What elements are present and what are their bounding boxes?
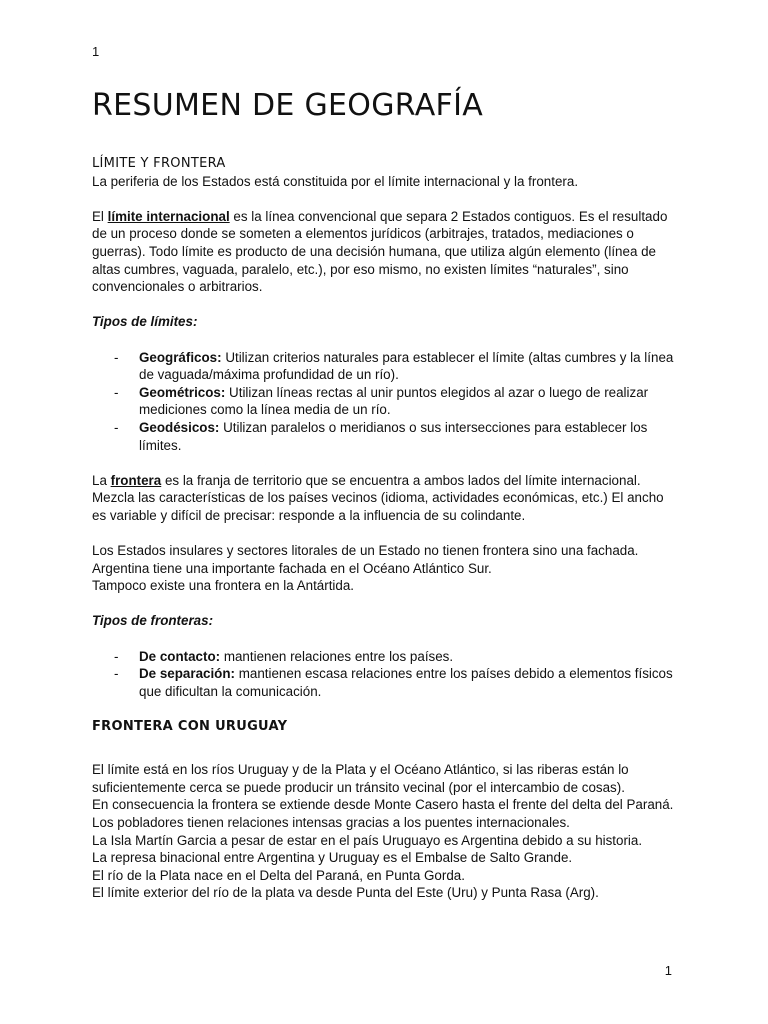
paragraph-martin-garcia: La Isla Martín Garcia a pesar de estar en el país Uruguayo es Argentina debido a su historia. <box>92 832 643 848</box>
paragraph-estados-insulares: Los Estados insulares y sectores litorales de un Estado no tienen frontera sino una fachada. <box>92 543 639 559</box>
paragraph-uruguay-limite: El límite está en los ríos Uruguay y de la Plata y el Océano Atlántico, si las riberas están lo suficientemente cerca se puede producir un tránsito vecinal (por el intercambio de cosas). <box>92 762 629 795</box>
document-title: RESUMEN DE GEOGRAFÍA <box>92 88 484 123</box>
list-item: - Geográficos: Utilizan criterios naturales para establecer el límite (altas cumbres y la línea de vaguada/máxima profundidad de un río). <box>114 349 674 383</box>
section-heading-limite-frontera: LÍMITE Y FRONTERA <box>92 156 226 171</box>
term-frontera: frontera <box>110 472 162 488</box>
document-content <box>92 155 677 902</box>
paragraph-frontera: La frontera es la franja de territorio que se encuentra a ambos lados del límite internacional. Mezcla las características de los países vecinos (idioma, actividades económicas, etc.) El ancho es variable y difícil de precisar: responde a la influencia de su colindante. <box>92 472 664 523</box>
paragraph-fachada-argentina: Argentina tiene una importante fachada en el Océano Atlántico Sur. <box>92 560 492 576</box>
term-limite-internacional: límite internacional <box>107 208 230 224</box>
page-number-bottom: 1 <box>664 963 672 978</box>
paragraph-limite-exterior: El límite exterior del río de la plata va desde Punta del Este (Uru) y Punta Rasa (Arg). <box>92 885 599 901</box>
list-item: - De contacto: mantienen relaciones entre los países. <box>114 648 454 664</box>
page-number-top: 1 <box>92 44 100 59</box>
list-item: - Geodésicos: Utilizan paralelos o meridianos o sus intersecciones para establecer los límites. <box>114 419 648 453</box>
list-item: - De separación: mantienen escasa relaciones entre los países debido a elementos físicos que dificultan la comunicación. <box>114 666 673 699</box>
paragraph-limite-internacional: El límite internacional es la línea convencional que separa 2 Estados contiguos. Es el resultado de un proceso donde se someten a elementos jurídicos (arbitrajes, tratados, mediaciones o guerras). Todo límite es producto de una decisión humana, que utiliza algún elemento (línea de altas cumbres, vaguada, paralelo, etc.), por eso mismo, no existen límites “naturales”, sino convencionales o arbitrarios. <box>92 208 668 295</box>
list-tipos-limites <box>92 349 677 455</box>
section-heading-frontera-uruguay: FRONTERA CON URUGUAY <box>92 719 288 734</box>
paragraph-antartida: Tampoco existe una frontera en la Antártida. <box>92 578 355 594</box>
subheading-tipos-limites: Tipos de límites: <box>92 314 198 330</box>
paragraph-rio-de-la-plata: El río de la Plata nace en el Delta del Paraná, en Punta Gorda. <box>92 867 465 883</box>
list-item: - Geométricos: Utilizan líneas rectas al unir puntos elegidos al azar o luego de realizar mediciones como la línea media de un río. <box>114 384 649 418</box>
paragraph-periferia: La periferia de los Estados está constituida por el límite internacional y la frontera. <box>92 173 579 189</box>
paragraph-uruguay-extension: En consecuencia la frontera se extiende desde Monte Casero hasta el frente del delta del Paraná. Los pobladores tienen relaciones intensas gracias a los puentes internacionales. <box>92 797 674 830</box>
paragraph-salto-grande: La represa binacional entre Argentina y Uruguay es el Embalse de Salto Grande. <box>92 850 573 866</box>
list-tipos-fronteras <box>92 648 677 701</box>
subheading-tipos-fronteras: Tipos de fronteras: <box>92 613 214 629</box>
